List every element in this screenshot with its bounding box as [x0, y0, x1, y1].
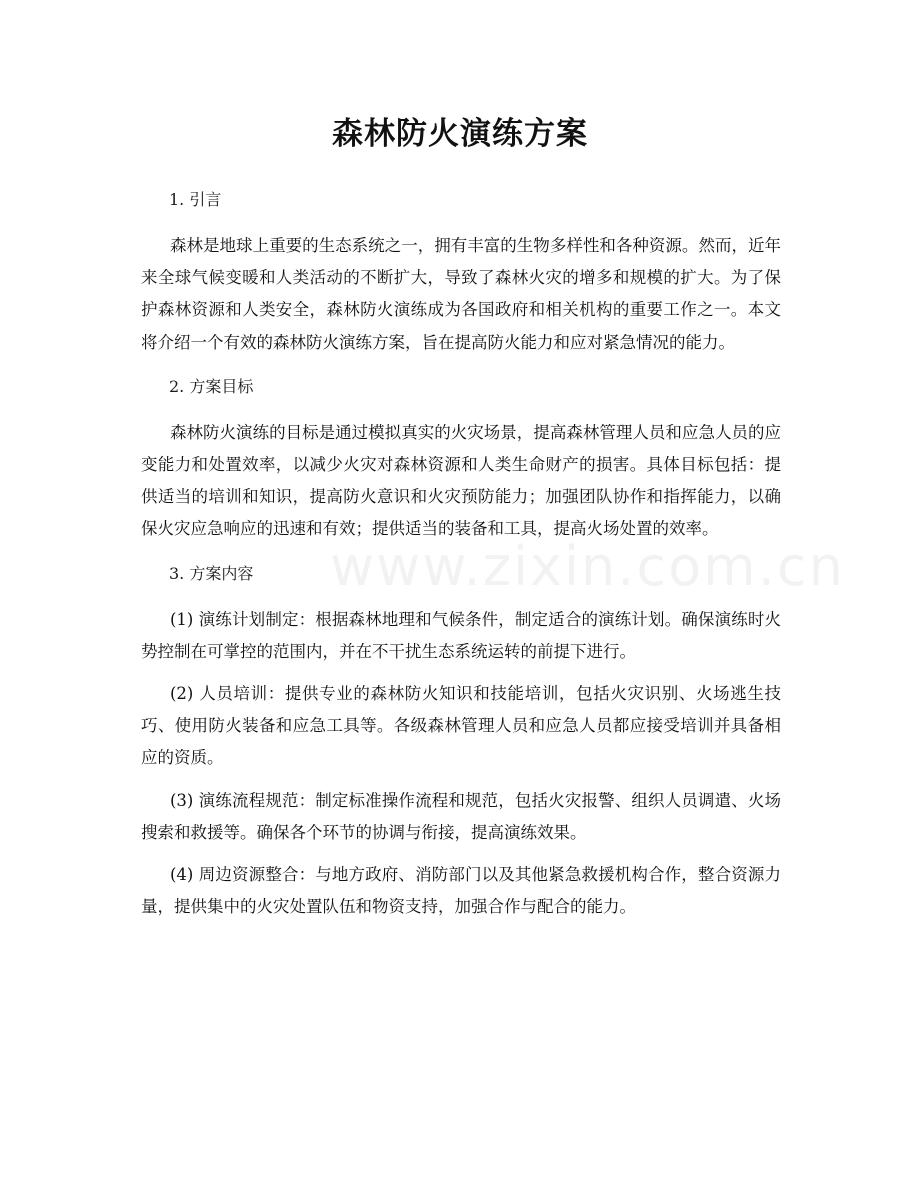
- section-introduction: [141, 182, 781, 369]
- section-heading: 1. 引言: [169, 190, 222, 209]
- paragraph: 森林是地球上重要的生态系统之一，拥有丰富的生物多样性和各种资源。然而，近年来全球气候变暖和人类活动的不断扩大，导致了森林火灾的增多和规模的扩大。为了保护森林资源和人类安全，森林防火演练成为各国政府和相关机构的重要工作之一。本文将介绍一个有效的森林防火演练方案，旨在提高防火能力和应对紧急情况的能力。: [141, 236, 781, 352]
- watermark: www.zixin.com.cn: [330, 535, 845, 598]
- section-content: [141, 556, 781, 924]
- paragraph-item: (3) 演练流程规范：制定标准操作流程和规范，包括火灾报警、组织人员调遣、火场搜索和救援等。确保各个环节的协调与衔接，提高演练效果。: [141, 790, 781, 842]
- section-heading: 2. 方案目标: [169, 376, 254, 396]
- paragraph-item: (1) 演练计划制定：根据森林地理和气候条件，制定适合的演练计划。确保演练时火势控制在可掌控的范围内，并在不干扰生态系统运转的前提下进行。: [141, 609, 781, 661]
- paragraph-item: (2) 人员培训：提供专业的森林防火知识和技能培训，包括火灾识别、火场逃生技巧、使用防火装备和应急工具等。各级森林管理人员和应急人员都应接受培训并具备相应的资质。: [141, 684, 781, 768]
- page-title: 森林防火演练方案: [332, 116, 588, 152]
- section-heading: 3. 方案内容: [169, 563, 254, 583]
- section-goals: [141, 369, 781, 556]
- paragraph-item: (4) 周边资源整合：与地方政府、消防部门以及其他紧急救援机构合作，整合资源力量，提供集中的火灾处置队伍和物资支持，加强合作与配合的能力。: [141, 865, 781, 917]
- paragraph: 森林防火演练的目标是通过模拟真实的火灾场景，提高森林管理人员和应急人员的应变能力和处置效率，以减少火灾对森林资源和人类生命财产的损害。具体目标包括：提供适当的培训和知识，提高防火意识和火灾预防能力；加强团队协作和指挥能力，以确保火灾应急响应的迅速和有效；提供适当的装备和工具，提高火场处置的效率。: [141, 422, 781, 539]
- document-body: [141, 182, 781, 923]
